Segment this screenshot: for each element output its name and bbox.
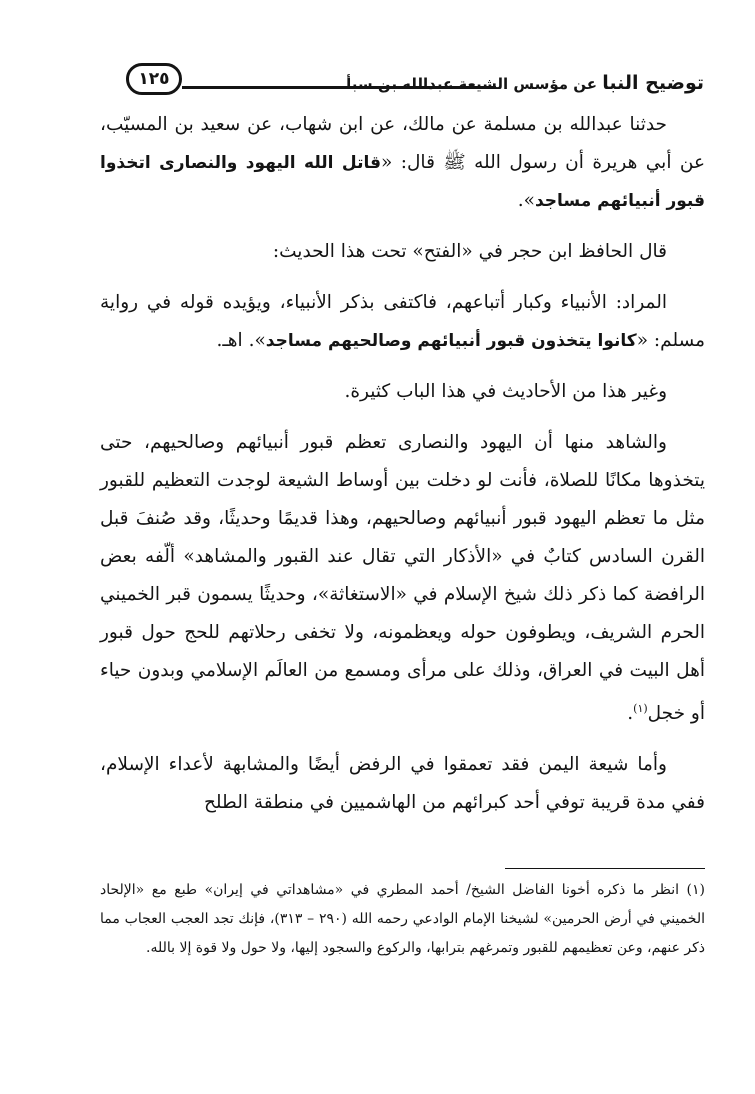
footnote-1: (١) انظر ما ذكره أخونا الفاضل الشيخ/ أحمد المطري في «مشاهداتي في إيران» طبع مع «الإلحاد الخميني في أرض الحرمين» لشيخنا الإمام الوادعي رحمه الله (٢٩٠ – ٣١٣)، فإنك تجد العجب العجاب مما ذكر عنهم، وعن تعظيمهم للقبور وتمرغهم بترابها، والركوع والسجود إليها، ولا حول ولا قوة إلا بالله. bbox=[100, 882, 705, 956]
hadith-chain: حدثنا عبدالله بن مسلمة عن مالك، عن ابن شهاب، عن سعيد بن المسيّب، عن أبي هريرة أن رسول الله ﷺ قال: « bbox=[100, 114, 706, 173]
paragraph-explanation bbox=[100, 284, 705, 360]
header-title-sub: عن مؤسس الشيعة عبدالله بن سبأ bbox=[346, 75, 597, 93]
header-title-main: توضيح النبا bbox=[602, 72, 704, 94]
evidence-end: . bbox=[627, 703, 634, 725]
paragraph-yemen-shia: وأما شيعة اليمن فقد تعمقوا في الرفض أيضًا والمشابهة لأعداء الإسلام، ففي مدة قريبة توفي أحد كبرائهم من الهاشميين في منطقة الطلح bbox=[100, 754, 705, 814]
paragraph-ibn-hajar: قال الحافظ ابن حجر في «الفتح» تحت هذا الحديث: bbox=[272, 241, 667, 262]
hadith-quote: قاتل الله اليهود والنصارى اتخذوا قبور أنبيائهم مساجد bbox=[100, 153, 705, 211]
footnote-separator bbox=[505, 868, 705, 869]
explanation-text: المراد: الأنبياء وكبار أتباعهم، فاكتفى بذكر الأنبياء، ويؤيده قوله في رواية مسلم: « bbox=[100, 292, 705, 351]
header-title bbox=[346, 72, 704, 94]
footnotes bbox=[100, 876, 705, 963]
running-header bbox=[104, 58, 704, 98]
paragraph-hadith-narration bbox=[100, 106, 705, 220]
paragraph-other-hadiths: وغير هذا من الأحاديث في هذا الباب كثيرة. bbox=[344, 381, 667, 402]
footnote-reference[interactable]: (١) bbox=[633, 702, 648, 715]
hadith-quote-close: ». bbox=[517, 190, 535, 211]
header-rule bbox=[182, 86, 496, 89]
paragraph-evidence bbox=[100, 424, 705, 733]
explanation-end: ». اهـ. bbox=[216, 330, 266, 351]
muslim-narration-quote: كانوا يتخذون قبور أنبيائهم وصالحيهم مساجد bbox=[265, 331, 637, 351]
main-text bbox=[100, 106, 705, 835]
page-number: ١٢٥ bbox=[126, 63, 182, 95]
evidence-text: والشاهد منها أن اليهود والنصارى تعظم قبور أنبيائهم وصالحيهم، حتى يتخذوها مكانًا للصلاة، فأنت لو دخلت بين أوساط الشيعة لوجدت التعظيم للقبور مثل ما تعظم اليهود قبور أنبيائهم وصالحيهم، وهذا قديمًا وحديثًا، وقد صُنفَ قبل القرن السادس كتابٌ في «الأذكار التي تقال عند القبور والمشاهد» ألّفه بعض الرافضة كما ذكر ذلك شيخ الإسلام في «الاستغاثة»، وحديثًا يسمون قبر الخميني الحرم الشريف، ويطوفون حوله ويعظمونه، ولا تخفى رحلاتهم للحج حول قبور أهل البيت في العراق، وذلك على مرأى ومسمع من العالَم الإسلامي وبدون حياء أو خجل bbox=[100, 432, 705, 725]
